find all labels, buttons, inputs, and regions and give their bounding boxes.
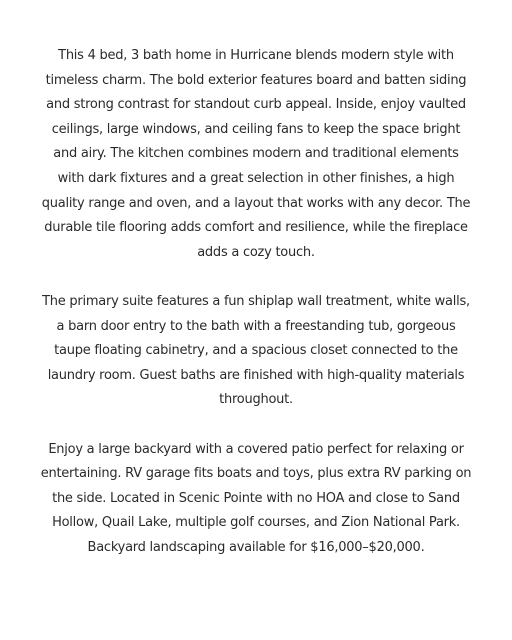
description-paragraph-primary-suite: The primary suite features a fun shiplap wall treatment, white walls, a barn door entry to the bath with a freestanding tub, gorgeous taupe floating cabinetry, and a spacious closet connected to the laundry room. Guest baths are finished with high-quality materials throughout. [42, 293, 470, 408]
description-paragraph-home-overview: This 4 bed, 3 bath home in Hurricane blends modern style with timeless charm. The bold exterior features board and batten siding and strong contrast for standout curb appeal. Inside, enjoy vaulted ceilings, large windows, and ceiling fans to keep the space bright and airy. The kitchen combines modern and traditional elements with dark fixtures and a great selection in other finishes, a high quality range and oven, and a layout that works with any decor. The durable tile flooring adds comfort and resilience, while the fireplace adds a cozy touch. [41, 48, 471, 260]
listing-description [40, 44, 472, 560]
description-paragraph-backyard-location: Enjoy a large backyard with a covered patio perfect for relaxing or entertaining. RV garage fits boats and toys, plus extra RV parking on the side. Located in Scenic Pointe with no HOA and close to Sand Hollow, Quail Lake, multiple golf courses, and Zion National Park. Backyard landscaping available for $16,000–$20,000. [40, 441, 472, 555]
